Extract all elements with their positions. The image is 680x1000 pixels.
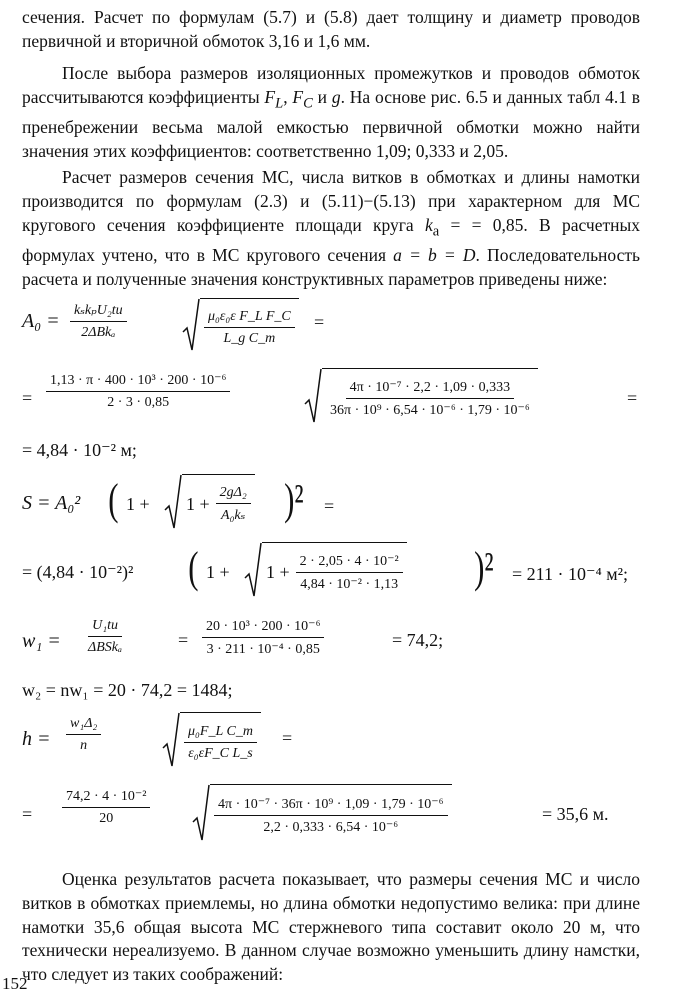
eq5-one: 1 + xyxy=(206,562,230,582)
eq9-result: = 35,6 м. xyxy=(542,804,609,824)
symbol-fl-sub: L xyxy=(275,95,284,112)
paragraph-1-text: сечения. Расчет по формулам (5.7) и (5.8) дает толщину и диаметр проводов первичной и вторичной обмоток 3,16 и 1,6 мм. xyxy=(22,7,640,51)
eq1-radical xyxy=(182,298,299,354)
eq6-fraction-2 xyxy=(202,618,324,658)
eq5-open-paren: ( xyxy=(188,543,199,592)
eq5-inner-one: 1 + xyxy=(266,562,290,582)
eq1-fraction xyxy=(70,302,127,341)
eq1-lhs: A₀ = xyxy=(22,310,60,332)
paragraph-4 xyxy=(22,868,640,987)
eq2-fraction xyxy=(46,372,230,411)
eq2-radical xyxy=(304,368,538,426)
eq4-one: 1 + xyxy=(126,494,150,514)
eq3-text: = 4,84 · 10⁻² м; xyxy=(22,440,137,460)
paragraph-3-text-c: . Последовательность расчета и полученные значения конструктивных параметров приведены ниже: xyxy=(22,244,640,289)
eq9-rad-den: 2,2 · 0,333 · 6,54 · 10⁻⁶ xyxy=(263,819,399,835)
eq2-den: 2 · 3 · 0,85 xyxy=(107,395,170,410)
paragraph-2 xyxy=(22,62,640,164)
eq6-den2: 3 · 211 · 10⁻⁴ · 0,85 xyxy=(206,642,320,657)
eq6-den: ΔBSkₐ xyxy=(88,640,123,655)
eq1-num: kₛkₚU₂tи xyxy=(70,302,127,322)
symbol-g: g xyxy=(331,86,341,107)
eq8-fraction xyxy=(66,716,101,754)
eq2-lead: = xyxy=(22,388,33,408)
eq6-lhs: w₁ = xyxy=(22,630,61,652)
eq1-den: 2ΔBkₐ xyxy=(81,325,116,340)
eq2-rad-den: 36π · 10⁹ · 6,54 · 10⁻⁶ · 1,79 · 10⁻⁶ xyxy=(330,402,530,418)
eq4-inner-one: 1 + xyxy=(186,494,210,514)
eq4-close-paren: )² xyxy=(284,475,304,524)
eq6-equals: = xyxy=(178,630,189,650)
eq8-lhs: h = xyxy=(22,728,51,750)
eq6-fraction xyxy=(84,618,126,656)
eq9-rad-num: 4π · 10⁻⁷ · 36π · 10⁹ · 1,09 · 1,79 · 10⁻⁶ xyxy=(214,796,448,816)
eq9-radical xyxy=(192,784,452,844)
eq8-rad-num: μ₀F_L C_т xyxy=(184,724,257,743)
eq2-num: 1,13 · π · 400 · 10³ · 200 · 10⁻⁶ xyxy=(46,372,230,392)
eq6-result: = 74,2; xyxy=(392,630,444,650)
symbol-fl: F xyxy=(264,86,276,107)
eq4-num: 2gΔ₂ xyxy=(216,485,251,504)
paragraph-3 xyxy=(22,166,640,291)
paragraph-3-text-a: Расчет размеров сечения МС, числа витков в обмотках и длины намотки производится по формулам (2.3) и (5.11)−(5.13) при характерном для МС кругового сечения коэффициенте площади круга xyxy=(22,167,640,235)
symbol-fc: F xyxy=(292,86,304,107)
eq7-text: w₂ = nw₁ = 20 · 74,2 = 1484; xyxy=(22,680,233,700)
eq4-den: A₀kₛ xyxy=(221,508,246,523)
eq2-rad-num: 4π · 10⁻⁷ · 2,2 · 1,09 · 0,333 xyxy=(346,379,515,399)
symbol-abd: a = b = D xyxy=(393,244,476,265)
eq1-rad-num: μ₀ε₀ε F_L F_C xyxy=(204,309,295,328)
paragraph-1 xyxy=(22,6,640,54)
comma: , xyxy=(283,86,288,107)
page-number: 152 xyxy=(2,974,28,993)
symbol-k: k xyxy=(424,214,433,235)
paragraph-2-text-a: После выбора размеров изоляционных промежутков и проводов обмоток рассчитываются коэффициенты xyxy=(22,63,640,107)
eq4-open-paren: ( xyxy=(108,475,119,524)
eq5-radical xyxy=(244,542,407,600)
eq1-rad-den: L_g C_т xyxy=(223,330,276,346)
eq5-lead: = (4,84 · 10⁻²)² xyxy=(22,562,134,582)
symbol-k-sub: a xyxy=(432,223,440,240)
eq4-radical xyxy=(164,474,255,532)
eq5-result: = 211 · 10⁻⁴ м²; xyxy=(512,564,629,584)
eq9-den: 20 xyxy=(99,811,114,826)
eq5-num: 2 · 2,05 · 4 · 10⁻² xyxy=(296,553,403,573)
eq4-lhs: S = A₀² xyxy=(22,492,81,514)
paragraph-4-text: Оценка результатов расчета показывает, что размеры сечения МС и число витков в обмотках приемлемы, но длина обмотки недопустимо велика: при длине намотки 35,6 общая высота МС стержневого типа составит около 20 м, что технически нереализуемо. В данном случае возможно уменьшить длину намстки, что следует из таких соображений: xyxy=(22,869,640,985)
eq5-close-paren: )² xyxy=(474,543,494,592)
paragraph-3-text-b: = = 0,85. В расчетных формулах учтено, что в МС кругового сечения xyxy=(22,214,641,265)
eq8-equals: = xyxy=(282,728,293,748)
eq5-den: 4,84 · 10⁻² · 1,13 xyxy=(300,576,399,592)
word-and: и xyxy=(317,86,328,107)
eq8-radical xyxy=(162,712,261,770)
eq6-num2: 20 · 10³ · 200 · 10⁻⁶ xyxy=(202,618,324,638)
symbol-fc-sub: C xyxy=(303,95,313,112)
eq9-fraction xyxy=(62,788,150,827)
eq4-equals: = xyxy=(324,496,335,516)
eq8-num: w₁Δ₂ xyxy=(66,716,101,735)
eq9-lead: = xyxy=(22,804,33,824)
paragraph-2-text-b: . На основе рис. 6.5 и данных табл 4.1 в пренебрежении весьма малой емкостью первичной обмотки можно найти значения этих коэффициентов: соответственно 1,09; 0,333 и 2,05. xyxy=(22,86,641,161)
eq8-rad-den: ε₀εF_C L_s xyxy=(188,745,253,761)
eq6-num: U₁tи xyxy=(88,618,122,637)
eq1-equals: = xyxy=(314,312,325,332)
eq2-equals: = xyxy=(627,388,638,408)
eq8-den: n xyxy=(80,738,88,753)
eq9-num: 74,2 · 4 · 10⁻² xyxy=(62,788,150,808)
